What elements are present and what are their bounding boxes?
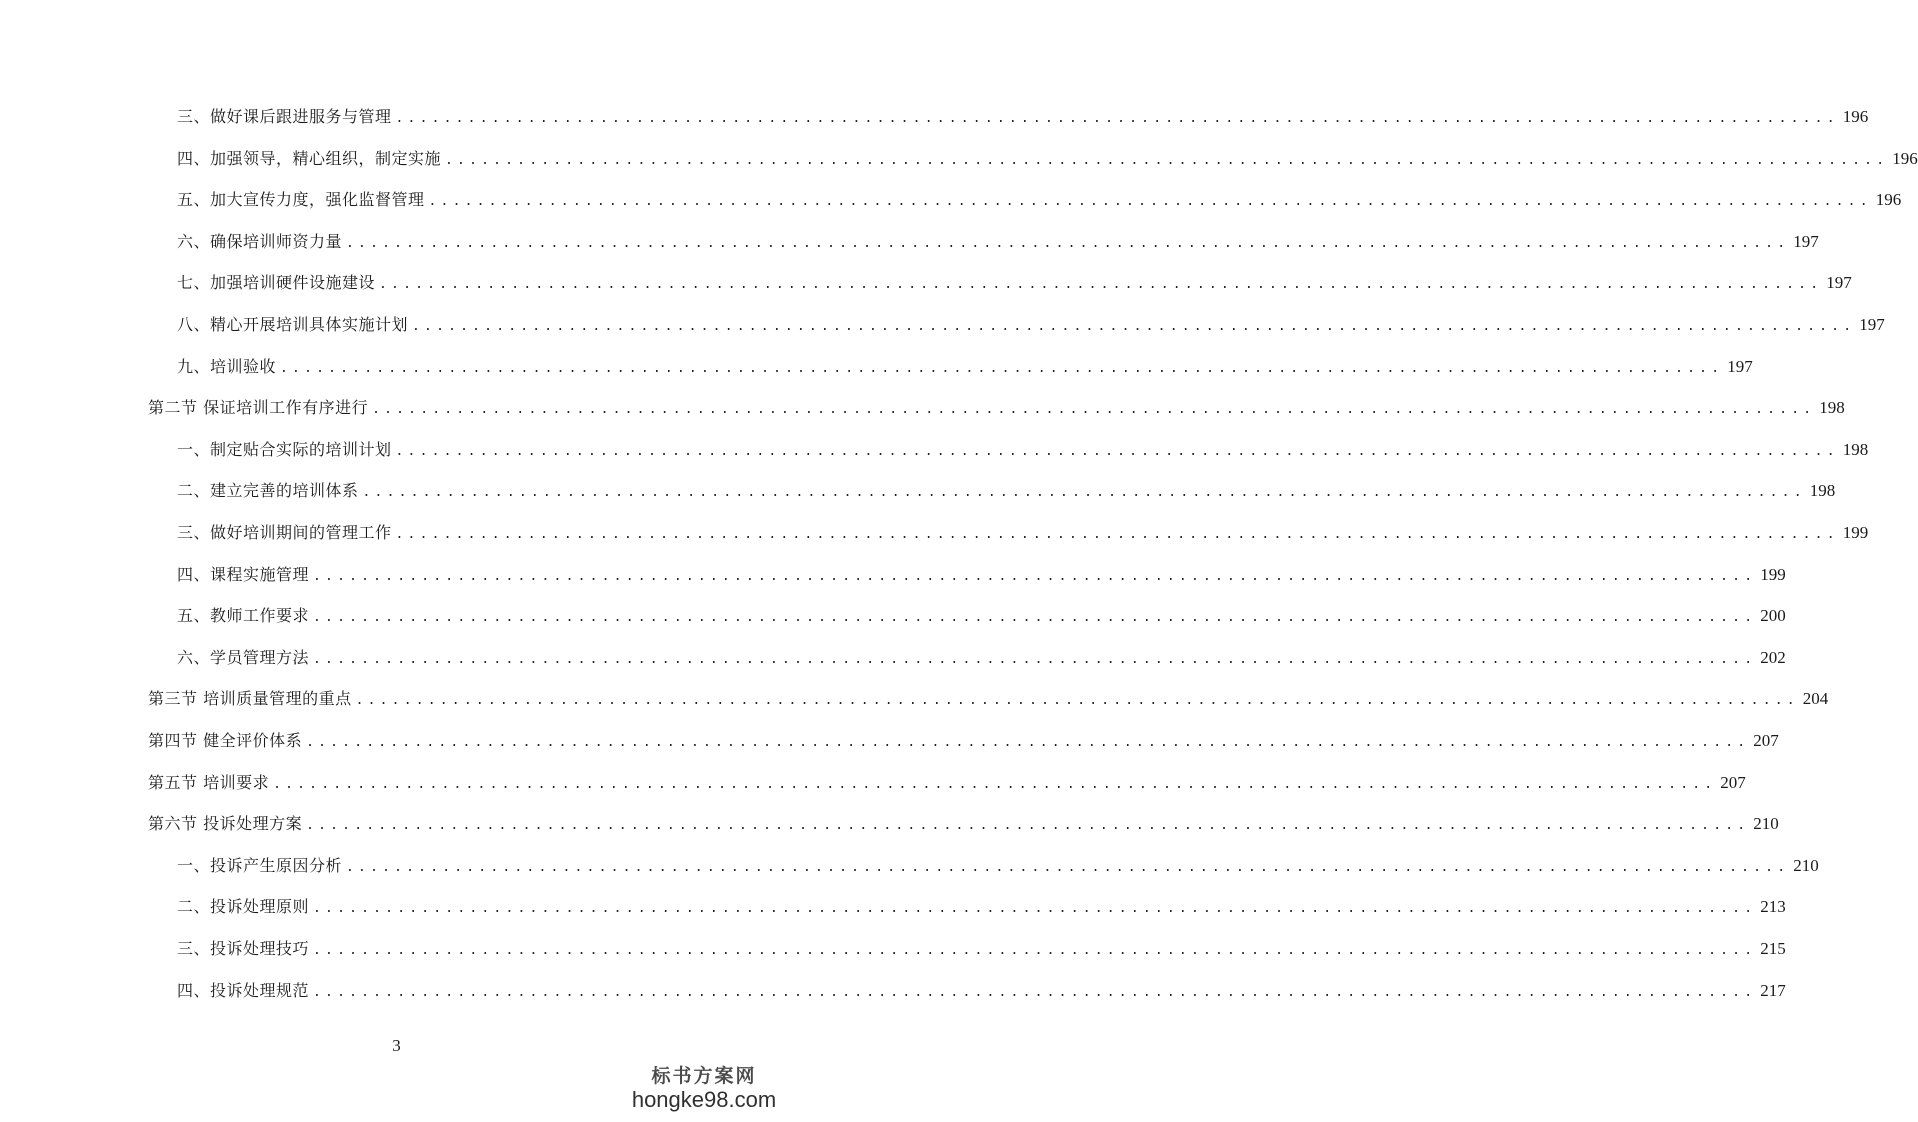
toc-dot-leader: ........................................................................................................................	[395, 443, 1839, 459]
toc-entry-page: 210	[1753, 814, 1779, 834]
toc-entry-title: 八、精心开展培训具体实施计划	[177, 315, 409, 334]
toc-dot-leader: ........................................................................................................................	[362, 485, 1806, 501]
toc-entry-title: 一、制定贴合实际的培训计划	[177, 439, 392, 459]
toc-entry-page: 197	[1793, 231, 1819, 251]
toc-entry-page: 196	[1892, 148, 1918, 168]
toc-entry-title: 第五节 培训要求	[148, 772, 270, 792]
toc-dot-leader: ........................................................................................................................	[372, 402, 1816, 418]
site-watermark	[629, 1064, 779, 1112]
toc-entry-page: 200	[1760, 606, 1786, 626]
toc-entry	[177, 310, 1885, 340]
toc-entry-page: 210	[1793, 855, 1819, 875]
toc-dot-leader: ........................................................................................................................	[273, 776, 1717, 792]
toc-entry	[177, 976, 1786, 1006]
toc-entry-page: 204	[1802, 689, 1829, 709]
watermark-url: hongke98.com	[631, 1087, 777, 1112]
toc-entry-page: 197	[1826, 273, 1852, 293]
toc-entry-title: 五、教师工作要求	[177, 606, 310, 626]
toc-entry-page: 198	[1809, 481, 1836, 501]
page-number: 3	[392, 1036, 401, 1055]
toc-dot-leader: ........................................................................................................................	[355, 693, 1799, 709]
toc-entry-title: 第二节 保证培训工作有序进行	[148, 398, 369, 418]
toc-entry	[177, 435, 1869, 465]
toc-entry-title: 第四节 健全评价体系	[148, 731, 303, 750]
toc-entry-title: 二、建立完善的培训体系	[177, 481, 359, 501]
toc-entry-page: 198	[1842, 439, 1869, 459]
toc-dot-leader: ........................................................................................................................	[313, 568, 1757, 584]
toc-entry	[177, 643, 1786, 673]
toc-entry	[177, 601, 1786, 631]
toc-section-entry	[148, 809, 1779, 839]
toc-dot-leader: ........................................................................................................................	[379, 277, 1823, 293]
toc-dot-leader: ........................................................................................................................	[395, 527, 1839, 542]
toc-section-entry	[148, 684, 1829, 714]
toc-entry-title: 九、培训验收	[177, 356, 277, 376]
toc-dot-leader: ........................................................................................................................	[445, 152, 1889, 168]
toc-entry	[177, 560, 1786, 590]
toc-entry-title: 四、投诉处理规范	[177, 980, 310, 1000]
toc-entry	[177, 352, 1753, 382]
toc-entry-title: 七、加强培训硬件设施建设	[177, 273, 376, 293]
toc-entry-page: 199	[1760, 564, 1786, 584]
toc-entry	[177, 518, 1869, 548]
toc-dot-leader: ........................................................................................................................	[428, 194, 1872, 210]
toc-dot-leader: ........................................................................................................................	[346, 235, 1790, 251]
toc-entry-page: 196	[1842, 107, 1869, 126]
toc-entry-page: 196	[1875, 190, 1902, 210]
toc-dot-leader: ........................................................................................................................	[313, 984, 1757, 1000]
toc-entry-page: 213	[1760, 897, 1786, 917]
toc-dot-leader: ........................................................................................................................	[313, 651, 1757, 667]
toc-dot-leader: ........................................................................................................................	[313, 610, 1757, 626]
toc-entry-title: 四、加强领导，精心组织，制定实施	[177, 148, 442, 168]
toc-section-entry	[148, 726, 1779, 756]
toc-entry	[177, 476, 1836, 506]
toc-dot-leader: ........................................................................................................................	[346, 859, 1790, 875]
toc-entry-page: 215	[1760, 939, 1786, 958]
toc-dot-leader: ........................................................................................................................	[412, 319, 1856, 334]
toc-entry-page: 202	[1760, 647, 1786, 667]
toc-entry-title: 六、确保培训师资力量	[177, 231, 343, 251]
toc-entry-title: 六、学员管理方法	[177, 647, 310, 667]
toc-dot-leader: ........................................................................................................................	[280, 360, 1724, 376]
toc-section-entry	[148, 768, 1746, 798]
toc-dot-leader: ........................................................................................................................	[306, 735, 1750, 750]
toc-section-entry	[148, 393, 1845, 423]
toc-entry	[177, 185, 1902, 215]
toc-entry-title: 第三节 培训质量管理的重点	[148, 689, 352, 709]
toc-entry	[177, 227, 1819, 257]
toc-entry-title: 第六节 投诉处理方案	[148, 814, 303, 834]
watermark-title: 标书方案网	[651, 1065, 757, 1087]
toc-entry	[177, 268, 1852, 298]
toc-dot-leader: ........................................................................................................................	[395, 111, 1839, 126]
toc-entry-title: 五、加大宣传力度，强化监督管理	[177, 190, 425, 210]
toc-entry-title: 三、做好培训期间的管理工作	[177, 523, 392, 542]
toc-entry	[177, 892, 1786, 922]
toc-entry	[177, 851, 1819, 881]
toc-entry-title: 一、投诉产生原因分析	[177, 855, 343, 875]
toc-dot-leader: ........................................................................................................................	[306, 818, 1750, 834]
toc-entry	[177, 934, 1786, 964]
toc-entry-page: 197	[1859, 315, 1885, 334]
toc-entry-page: 198	[1819, 398, 1845, 418]
toc-entry-title: 四、课程实施管理	[177, 564, 310, 584]
toc-entry-title: 三、做好课后跟进服务与管理	[177, 107, 392, 126]
toc-entry-page: 199	[1842, 523, 1869, 542]
toc-entry-page: 207	[1720, 772, 1746, 792]
toc-entry	[177, 144, 1918, 174]
toc-dot-leader: ........................................................................................................................	[313, 901, 1757, 917]
toc-entry-page: 217	[1760, 980, 1786, 1000]
toc-entry	[177, 102, 1869, 132]
toc-entry-page: 197	[1727, 356, 1753, 376]
toc-entry-page: 207	[1753, 731, 1779, 750]
toc-entry-title: 三、投诉处理技巧	[177, 939, 310, 958]
toc-entry-title: 二、投诉处理原则	[177, 897, 310, 917]
toc-dot-leader: ........................................................................................................................	[313, 943, 1757, 958]
